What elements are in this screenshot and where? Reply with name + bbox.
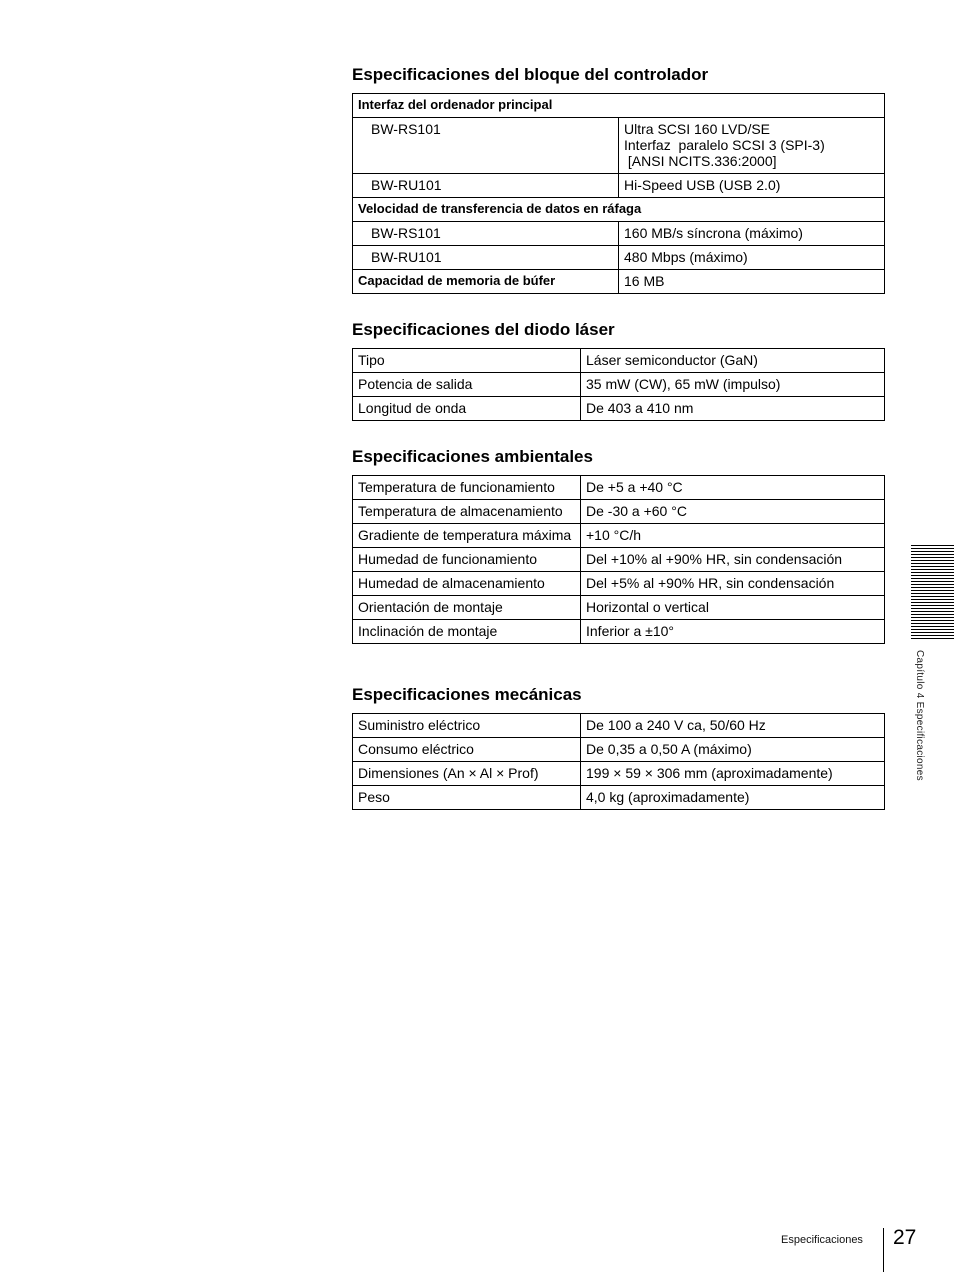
table-row [353, 118, 885, 174]
table-row [353, 198, 885, 222]
controller-title: Especificaciones del bloque del controlador [352, 65, 709, 84]
row-value: Horizontal o vertical [581, 596, 885, 620]
chapter-thumb-stripes [911, 545, 954, 639]
controller-section [352, 65, 885, 294]
table-row [353, 738, 885, 762]
table-row [353, 714, 885, 738]
ru101-interface: Hi-Speed USB (USB 2.0) [619, 174, 885, 198]
table-row [353, 548, 885, 572]
page-number: 27 [893, 1226, 917, 1249]
table-row [353, 596, 885, 620]
row-label: Consumo eléctrico [353, 738, 581, 762]
row-value: De 403 a 410 nm [581, 397, 885, 421]
table-row [353, 786, 885, 810]
ru101-burst: 480 Mbps (máximo) [619, 246, 885, 270]
row-label: Dimensiones (An × Al × Prof) [353, 762, 581, 786]
row-label: Peso [353, 786, 581, 810]
ru101-burst-label: BW-RU101 [353, 246, 619, 270]
row-label: Tipo [353, 349, 581, 373]
host-interface-header: Interfaz del ordenador principal [353, 94, 885, 118]
table-row [353, 349, 885, 373]
rs101-interface-line: Ultra SCSI 160 LVD/SE [624, 121, 771, 137]
mechanical-table [352, 713, 885, 810]
burst-header: Velocidad de transferencia de datos en ráfaga [353, 198, 885, 222]
rs101-label: BW-RS101 [353, 118, 619, 174]
environment-table [352, 475, 885, 644]
table-row [353, 373, 885, 397]
table-row [353, 500, 885, 524]
row-label: Humedad de almacenamiento [353, 572, 581, 596]
row-label: Gradiente de temperatura máxima [353, 524, 581, 548]
row-label: Potencia de salida [353, 373, 581, 397]
row-label: Humedad de funcionamiento [353, 548, 581, 572]
environment-title: Especificaciones ambientales [352, 447, 593, 466]
footer-divider [883, 1228, 884, 1272]
laser-table [352, 348, 885, 421]
row-value: 4,0 kg (aproximadamente) [581, 786, 885, 810]
row-label: Orientación de montaje [353, 596, 581, 620]
row-value: Del +10% al +90% HR, sin condensación [581, 548, 885, 572]
row-label: Longitud de onda [353, 397, 581, 421]
environment-section [352, 447, 885, 644]
rs101-interface-line: [ANSI NCITS.336:2000] [624, 153, 777, 169]
row-value: De 100 a 240 V ca, 50/60 Hz [581, 714, 885, 738]
table-row [353, 246, 885, 270]
chapter-side-label: Capítulo 4 Especificaciones [914, 650, 925, 781]
rs101-burst-label: BW-RS101 [353, 222, 619, 246]
table-row [353, 524, 885, 548]
table-row [353, 222, 885, 246]
row-value: Del +5% al +90% HR, sin condensación [581, 572, 885, 596]
controller-table [352, 93, 885, 294]
table-row [353, 174, 885, 198]
row-label: Temperatura de almacenamiento [353, 500, 581, 524]
buffer-value: 16 MB [619, 270, 885, 294]
table-row [353, 762, 885, 786]
footer-section-label: Especificaciones [781, 1234, 863, 1246]
laser-section [352, 320, 885, 421]
rs101-interface [619, 118, 885, 174]
table-row [353, 270, 885, 294]
ru101-label: BW-RU101 [353, 174, 619, 198]
table-row [353, 476, 885, 500]
row-value: De -30 a +60 °C [581, 500, 885, 524]
row-label: Temperatura de funcionamiento [353, 476, 581, 500]
rs101-burst: 160 MB/s síncrona (máximo) [619, 222, 885, 246]
laser-title: Especificaciones del diodo láser [352, 320, 615, 339]
row-value: Inferior a ±10° [581, 620, 885, 644]
row-value: 35 mW (CW), 65 mW (impulso) [581, 373, 885, 397]
table-row [353, 572, 885, 596]
row-value: 199 × 59 × 306 mm (aproximadamente) [581, 762, 885, 786]
row-label: Inclinación de montaje [353, 620, 581, 644]
table-row [353, 620, 885, 644]
row-label: Suministro eléctrico [353, 714, 581, 738]
rs101-interface-line: Interfaz paralelo SCSI 3 (SPI-3) [624, 137, 825, 153]
table-row [353, 94, 885, 118]
mechanical-section [352, 685, 885, 810]
row-value: Láser semiconductor (GaN) [581, 349, 885, 373]
mechanical-title: Especificaciones mecánicas [352, 685, 582, 704]
buffer-label: Capacidad de memoria de búfer [353, 270, 619, 294]
table-row [353, 397, 885, 421]
row-value: De 0,35 a 0,50 A (máximo) [581, 738, 885, 762]
row-value: +10 °C/h [581, 524, 885, 548]
row-value: De +5 a +40 °C [581, 476, 885, 500]
